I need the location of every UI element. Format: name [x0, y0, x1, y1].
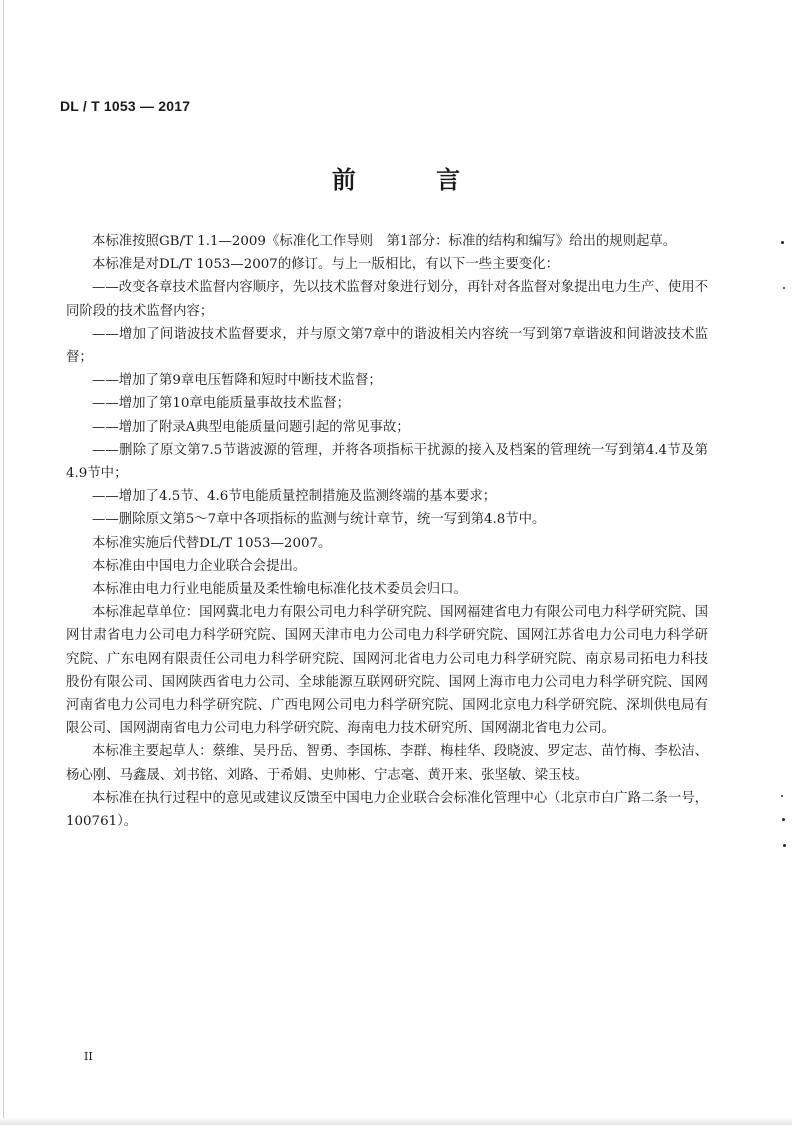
page-title: 前 言 [331, 166, 497, 194]
change-item: ——删除了原文第7.5节谐波源的管理，并将各项指标干扰源的接入及档案的管理统一写到第4.4节及第4.9节中； [66, 442, 708, 482]
standard-code: DL / T 1053 — 2017 [60, 98, 191, 114]
scan-speck [783, 287, 785, 289]
foreword-body [66, 230, 708, 833]
paragraph-feedback: 本标准在执行过程中的意见或建议反馈至中国电力企业联合会标准化管理中心（北京市白广路二条一号，100761）。 [66, 790, 708, 830]
scan-speck [781, 795, 783, 797]
change-item: ——删除原文第5～7章中各项指标的监测与统计章节，统一写到第4.8节中。 [92, 512, 546, 528]
paragraph-managed-by: 本标准由电力行业电能质量及柔性输电标准化技术委员会归口。 [92, 582, 467, 598]
paragraph-drafting-rules: 本标准按照GB/T 1.1—2009《标准化工作导则 第1部分：标准的结构和编写》给出的规则起草。 [92, 234, 677, 249]
paragraph-proposed-by: 本标准由中国电力企业联合会提出。 [92, 558, 307, 574]
change-item: ——改变各章技术监督内容顺序，先以技术监督对象进行划分，再针对各监督对象提出电力生产、使用不同阶段的技术监督内容； [66, 280, 708, 319]
scan-speck [781, 241, 784, 244]
change-item: ——增加了4.5节、4.6节电能质量控制措施及监测终端的基本要求； [92, 489, 497, 505]
page-number: II [84, 1050, 93, 1063]
paragraph-replaces: 本标准实施后代替DL/T 1053—2007。 [92, 535, 332, 551]
change-item: ——增加了第9章电压暂降和短时中断技术监督； [92, 373, 382, 389]
paragraph-drafters: 本标准主要起草人：蔡维、吴丹岳、智勇、李国栋、李群、梅桂华、段晓波、罗定志、苗竹梅、李松洁、杨心刚、马鑫晟、刘书铭、刘路、于希娟、史帅彬、宁志毫、黄开来、张坚敏、梁玉枝。 [66, 744, 708, 783]
scan-bottom-edge [0, 1118, 792, 1125]
paragraph-drafting-units: 本标准起草单位：国网冀北电力有限公司电力科学研究院、国网福建省电力有限公司电力科学研究院、国网甘肃省电力公司电力科学研究院、国网天津市电力公司电力科学研究院、国网江苏省电力公司电力科学研究院、广东电网有限责任公司电力科学研究院、国网河北省电力公司电力科学研究院、南京易司拓电力科技股份有限公司、国网陕西省电力公司、全球能源互联网研究院、国网上海市电力公司电力科学研究院、国网河南省电力公司电力科学研究院、广西电网公司电力科学研究院、国网北京电力科学研究院、深圳供电局有限公司、国网湖南省电力公司电力科学研究院、海南电力技术研究所、国网湖北省电力公司。 [66, 605, 708, 737]
scan-speck [783, 844, 786, 847]
change-item: ——增加了间谐波技术监督要求，并与原文第7章中的谐波相关内容统一写到第7章谐波和间谐波技术监督； [66, 326, 708, 366]
change-item: ——增加了附录A典型电能质量问题引起的常见事故； [92, 419, 410, 435]
paragraph-revision-intro: 本标准是对DL/T 1053—2007的修订。与上一版相比，有以下一些主要变化： [92, 257, 560, 273]
change-item: ——增加了第10章电能质量事故技术监督； [92, 396, 351, 412]
scan-speck [782, 818, 785, 821]
